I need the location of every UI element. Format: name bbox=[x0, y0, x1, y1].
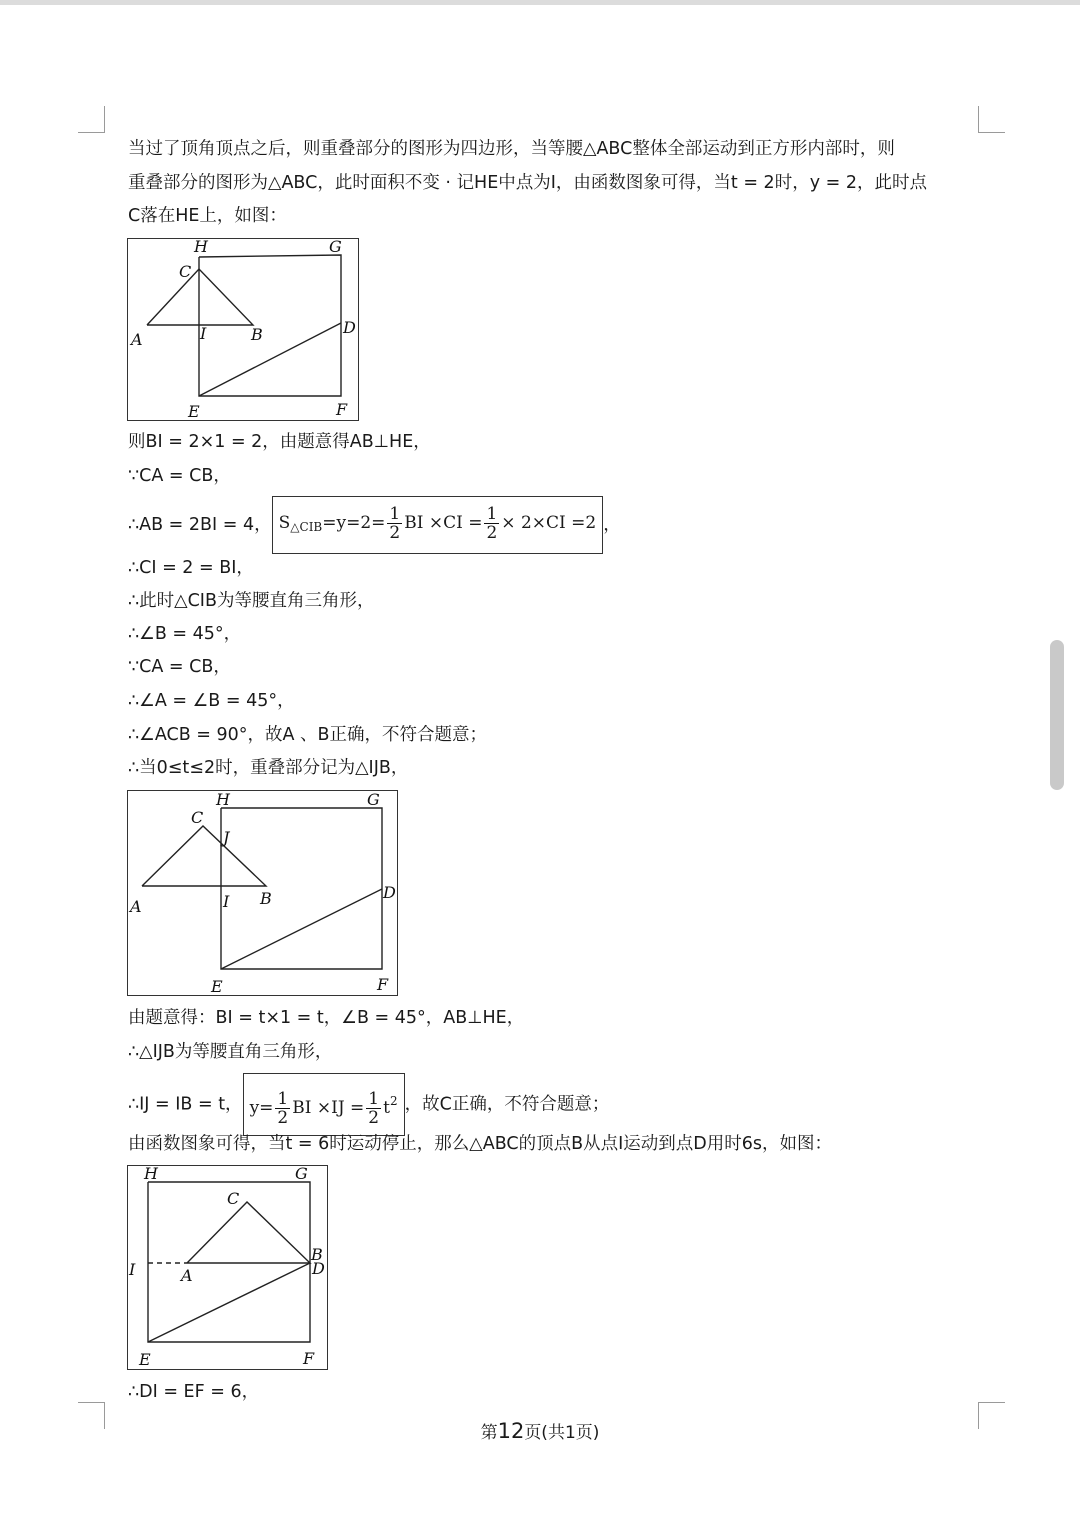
figure-3 bbox=[127, 1165, 328, 1370]
text-segment: ∴AB = 2BI = 4， bbox=[128, 515, 272, 535]
label-B: B bbox=[251, 325, 263, 344]
text-segment: ，故C正确，不符合题意； bbox=[404, 1094, 610, 1115]
label-E: E bbox=[188, 402, 200, 421]
scrollbar-thumb[interactable] bbox=[1050, 640, 1064, 790]
label-A: A bbox=[130, 897, 142, 916]
numerator: 1 bbox=[277, 1089, 289, 1109]
crop-mark-top-left bbox=[78, 106, 105, 133]
denominator: 2 bbox=[486, 523, 498, 543]
formula-text: BI ×CI = bbox=[404, 513, 483, 533]
formula-superscript: 2 bbox=[389, 1094, 398, 1108]
text-line-with-formula bbox=[128, 496, 621, 554]
formula-text: × 2×CI =2 bbox=[501, 513, 597, 533]
formula-box-1 bbox=[272, 496, 604, 554]
text-line: ∴△IJB为等腰直角三角形， bbox=[128, 1042, 333, 1062]
denominator: 2 bbox=[368, 1108, 380, 1128]
text-line: 由函数图象可得，当t = 6时运动停止，那么△ABC的顶点B从点I运动到点D用时6s，如图： bbox=[128, 1134, 833, 1154]
label-E: E bbox=[211, 977, 223, 996]
label-B: B bbox=[260, 889, 272, 908]
text-line: 重叠部分的图形为△ABC，此时面积不变 · 记HE中点为I，由函数图象可得，当t = 2时，y = 2，此时点 bbox=[128, 173, 927, 193]
denominator: 2 bbox=[277, 1108, 289, 1128]
label-F: F bbox=[377, 975, 389, 994]
fraction bbox=[484, 505, 499, 542]
label-B: B bbox=[311, 1245, 323, 1264]
label-G: G bbox=[367, 790, 380, 809]
text-segment: ， bbox=[603, 515, 621, 535]
crop-mark-top-right bbox=[978, 106, 1005, 133]
text-line: ∵CA = CB， bbox=[128, 466, 231, 486]
label-F: F bbox=[336, 400, 348, 419]
formula-box-2 bbox=[243, 1073, 405, 1136]
label-C: C bbox=[191, 808, 204, 827]
footer-suffix: 页(共1页) bbox=[524, 1423, 600, 1443]
label-D: D bbox=[312, 1259, 325, 1278]
formula-text: t bbox=[383, 1098, 390, 1118]
label-E: E bbox=[139, 1350, 151, 1369]
formula-text: S bbox=[278, 513, 291, 533]
label-F: F bbox=[303, 1349, 315, 1368]
text-line: ∴CI = 2 = BI， bbox=[128, 558, 254, 578]
label-G: G bbox=[329, 238, 342, 256]
fraction bbox=[387, 505, 402, 542]
label-C: C bbox=[179, 262, 192, 281]
label-G: G bbox=[295, 1165, 308, 1183]
numerator: 1 bbox=[389, 504, 401, 524]
text-line: 由题意得：BI = t×1 = t，∠B = 45°，AB⊥HE， bbox=[128, 1008, 525, 1028]
text-line: 当过了顶角顶点之后，则重叠部分的图形为四边形，当等腰△ABC整体全部运动到正方形内部时，则 bbox=[128, 139, 895, 159]
page-number: 12 bbox=[497, 1419, 525, 1443]
text-segment: ∴IJ = IB = t， bbox=[128, 1094, 243, 1115]
numerator: 1 bbox=[486, 504, 498, 524]
text-line: C落在HE上，如图： bbox=[128, 206, 287, 226]
formula-text: BI ×IJ = bbox=[292, 1098, 365, 1118]
formula-text: =y=2= bbox=[322, 513, 386, 533]
formula-subscript: △CIB bbox=[290, 520, 323, 534]
formula-text: y= bbox=[249, 1098, 274, 1118]
label-A: A bbox=[131, 330, 143, 349]
fraction bbox=[275, 1090, 290, 1127]
denominator: 2 bbox=[389, 523, 401, 543]
text-line: 则BI = 2×1 = 2，由题意得AB⊥HE， bbox=[128, 432, 431, 452]
label-H: H bbox=[144, 1165, 158, 1183]
label-H: H bbox=[194, 238, 208, 256]
figure-2 bbox=[127, 790, 398, 996]
figure-1 bbox=[127, 238, 359, 421]
text-line-with-formula bbox=[128, 1073, 609, 1136]
label-C: C bbox=[227, 1189, 240, 1208]
text-line: ∴当0≤t≤2时，重叠部分记为△IJB， bbox=[128, 758, 409, 778]
text-line: ∴∠A = ∠B = 45°， bbox=[128, 691, 295, 711]
fraction bbox=[366, 1090, 381, 1127]
label-H: H bbox=[216, 790, 230, 809]
footer-prefix: 第 bbox=[480, 1423, 498, 1443]
label-D: D bbox=[383, 883, 396, 902]
page-footer bbox=[0, 1418, 1080, 1443]
top-bar bbox=[0, 0, 1080, 5]
label-I: I bbox=[223, 892, 230, 911]
label-I: I bbox=[129, 1260, 136, 1279]
text-line: ∴∠B = 45°， bbox=[128, 624, 242, 644]
numerator: 1 bbox=[368, 1089, 380, 1109]
label-D: D bbox=[343, 318, 356, 337]
text-line: ∴∠ACB = 90°，故A 、B正确，不符合题意； bbox=[128, 725, 488, 745]
label-A: A bbox=[181, 1266, 193, 1285]
text-line: ∴此时△CIB为等腰直角三角形， bbox=[128, 591, 375, 611]
label-I: I bbox=[200, 324, 207, 343]
label-J: J bbox=[223, 828, 230, 847]
text-line: ∵CA = CB， bbox=[128, 657, 231, 677]
text-line: ∴DI = EF = 6， bbox=[128, 1382, 260, 1402]
